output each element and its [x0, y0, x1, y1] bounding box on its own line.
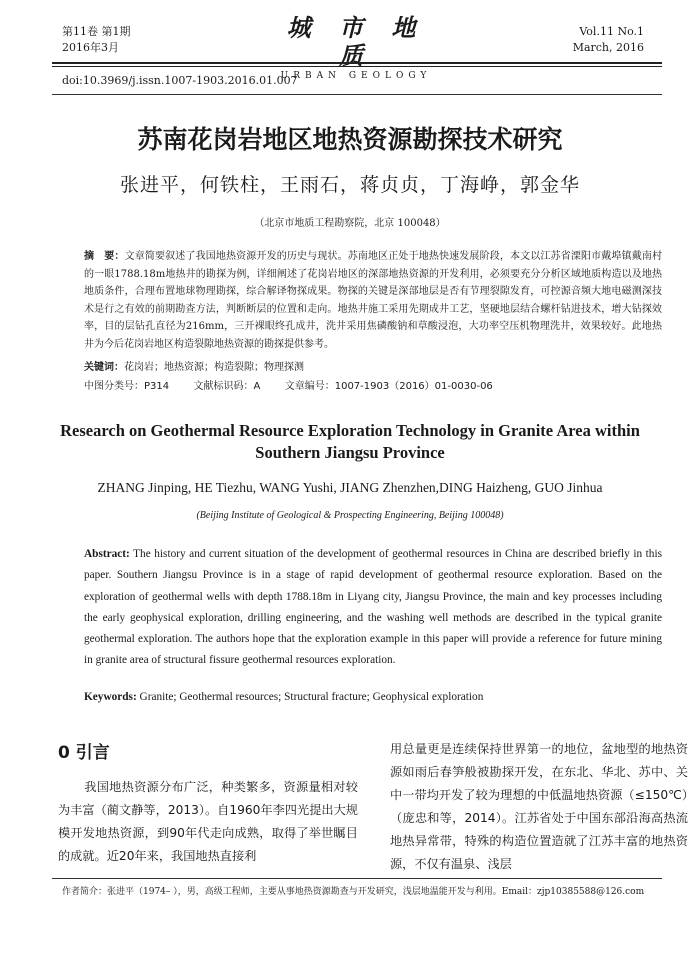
keywords-en-text: Granite; Geothermal resources; Structural fracture; Geophysical exploration	[139, 691, 484, 703]
keywords-cn-label: 关键词：	[84, 362, 124, 373]
abstract-cn-label: 摘 要：	[84, 251, 125, 262]
doc-code-value: A	[253, 381, 261, 392]
doc-code-label: 文献标识码：	[193, 381, 254, 392]
keywords-en-label: Keywords:	[84, 691, 137, 703]
title-en: Research on Geothermal Resource Exploration Technology in Granite Area within Southern Jiangsu Province	[60, 421, 640, 462]
affiliation-en: (Beijing Institute of Geological & Prospecting Engineering, Beijing 100048)	[196, 510, 504, 521]
date-en: March, 2016	[572, 41, 644, 54]
affiliation-cn: （北京市地质工程勘察院，北京 100048）	[254, 218, 446, 229]
keywords-cn	[84, 358, 662, 373]
doi-link[interactable]: doi:10.3969/j.issn.1007-1903.2016.01.007	[62, 74, 298, 87]
classification-line	[84, 377, 662, 392]
article-number-label: 文章编号：	[284, 381, 335, 392]
abstract-en	[84, 544, 662, 672]
journal-issue-info-en	[573, 24, 644, 56]
abstract-cn	[84, 248, 662, 353]
abstract-en-text: The history and current situation of the development of geothermal resources in China are described briefly in this paper. Southern Jiangsu Province is in a stage of rapid development of geothermal resource exploration. Based on the exploration of geothermal wells with depth 1788.18m in Liyang city, Jiangsu Province, the main and key processes including the early geophysical exploration, drilling engineering, and the washing well methods are described in the typical granite geothermal exploration. The authors hope that the exploration example in this paper will provide a reference for future mining in granite area of structural fissure geothermal resources exploration.	[84, 548, 662, 667]
footnote-divider	[52, 878, 662, 879]
volume-en: Vol.11 No.1	[579, 25, 644, 38]
clc-label: 中图分类号：	[84, 381, 144, 392]
body-column-right	[390, 738, 688, 876]
abstract-en-label: Abstract:	[84, 548, 130, 560]
clc-value: P314	[144, 381, 170, 392]
journal-name-cn: 城 市 地 质	[286, 13, 426, 70]
volume-cn: 第11卷 第1期	[62, 25, 131, 38]
authors-en: ZHANG Jinping, HE Tiezhu, WANG Yushi, JIANG Zhenzhen,DING Haizheng, GUO Jinhua	[97, 480, 603, 495]
journal-name-en: URBAN GEOLOGY	[280, 71, 432, 81]
header-divider	[52, 62, 662, 64]
date-cn: 2016年3月	[62, 41, 119, 54]
abstract-cn-text: 文章简要叙述了我国地热资源开发的历史与现状。苏南地区正处于地热快速发展阶段，本文以江苏省溧阳市戴埠镇戴南村的一眼1788.18m地热井的勘探为例，详细阐述了花岗岩地区的深部地热资源的开发利用，必须要充分分析区域地质构造以及地热地质条件，合理布置地球物理勘探，综合解译物探成果。物探的关键是深部地层是否有节理裂隙发育，可控源音频大地电磁测深技术是行之有效的前期勘查方法，判断断层的位置和走向。地热井施工采用先期成井工艺，坚硬地层结合螺杆钻进技术，增大钻探效率，目的层钻孔直径为216mm，三开裸眼终孔成井，洗井采用焦磷酸钠和草酸浸泡，大功率空压机物理洗井，效果较好。此地热井为今后花岗岩地区构造裂隙地热资源的勘探提供参考。	[84, 251, 663, 350]
title-cn: 苏南花岗岩地区地热资源勘探技术研究	[137, 125, 563, 154]
authors-cn: 张进平，何铁柱，王雨石，蒋贞贞，丁海峥，郭金华	[119, 174, 580, 196]
body-left-text: 我国地热资源分布广泛，种类繁多，资源量相对较为丰富（蔺文静等，2013）。自1960年李四光提出大规模开发地热资源，到90年代走向成熟，取得了举世瞩目的成就。近20年来，我国地热直接利	[58, 780, 358, 863]
journal-issue-info-cn	[62, 24, 131, 56]
doi-divider	[52, 94, 662, 95]
journal-logo	[276, 14, 436, 82]
section-heading-introduction: 0 引言	[58, 743, 110, 763]
body-right-text: 用总量更是连续保持世界第一的地位，盆地型的地热资源如雨后春笋般被勘探开发，在东北、华北、苏中、关中一带均开发了较为理想的中低温地热资源（≤150℃）（庞忠和等，2014）。江苏省处于中国东部沿海高热流地热异常带，特殊的构造位置造就了江苏丰富的地热资源，不仅有温泉、浅层	[390, 742, 688, 871]
author-footnote: 作者简介：张进平（1974– ），男，高级工程师，主要从事地热资源勘查与开发研究，浅层地温能开发与利用。Email：zjp10385588@126.com	[62, 887, 645, 897]
keywords-cn-text: 花岗岩；地热资源；构造裂隙；物理探测	[124, 362, 304, 373]
keywords-en	[84, 691, 662, 703]
body-column-left	[58, 776, 358, 868]
article-number-value: 1007-1903（2016）01-0030-06	[334, 381, 493, 392]
header-divider-thin	[52, 66, 662, 67]
